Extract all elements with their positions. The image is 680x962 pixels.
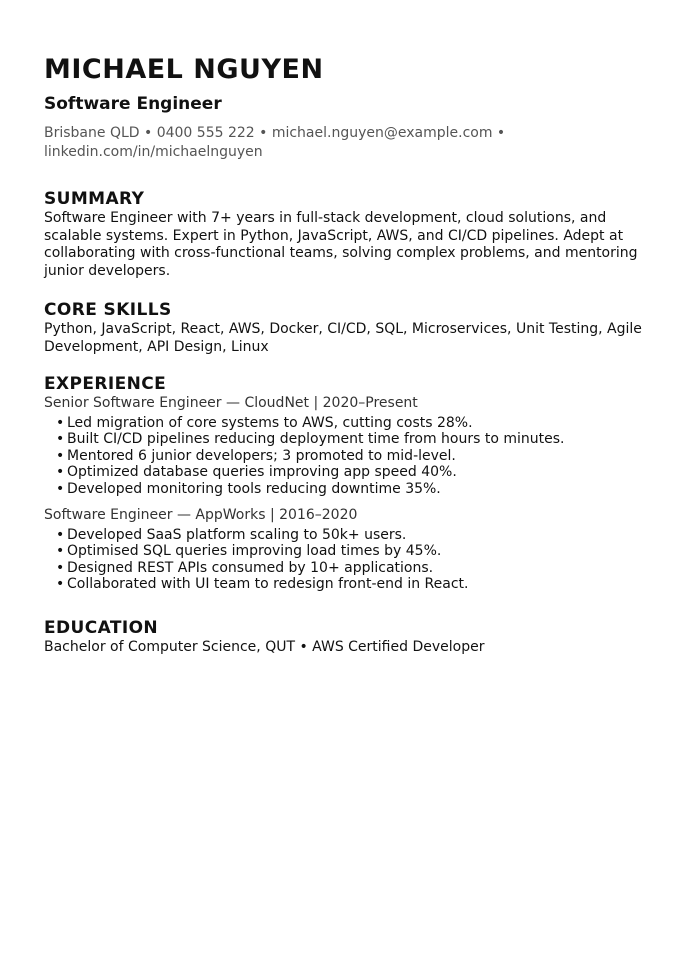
role-title: Senior Software Engineer — CloudNet | 2020–Present <box>44 395 418 411</box>
skills-text: Python, JavaScript, React, AWS, Docker, CI/CD, SQL, Microservices, Unit Testing, Agile Development, API Design, Linux <box>44 321 642 355</box>
summary-text: Software Engineer with 7+ years in full-stack development, cloud solutions, and scalable systems. Expert in Python, JavaScript, AWS, and CI/CD pipelines. Adept at collaborating with cross-functional teams, solving complex problems, and mentoring junior developers. <box>44 210 638 279</box>
bullet-icon: • <box>56 559 65 576</box>
bullet-icon: • <box>56 526 65 543</box>
bullet-item <box>56 527 650 544</box>
job-title: Software Engineer <box>44 94 222 114</box>
role-bullet-list <box>44 527 650 593</box>
bullet-icon: • <box>56 431 65 447</box>
role-bullet-list <box>44 415 650 498</box>
summary-section <box>44 189 650 280</box>
contact-info: Brisbane QLD • 0400 555 222 • michael.nguyen@example.com • linkedin.com/in/michaelnguyen <box>44 125 506 160</box>
education-text: Bachelor of Computer Science, QUT • AWS Certified Developer <box>44 638 485 655</box>
bullet-item <box>56 464 650 481</box>
bullet-icon: • <box>56 464 65 480</box>
bullet-item <box>56 481 650 498</box>
bullet-icon: • <box>56 480 65 497</box>
bullet-text: Developed monitoring tools reducing downtime 35%. <box>67 480 441 497</box>
bullet-text: Optimized database queries improving app speed 40%. <box>67 464 457 480</box>
skills-heading: CORE SKILLS <box>44 300 172 320</box>
bullet-item <box>56 415 650 432</box>
skills-section <box>44 300 650 356</box>
summary-heading: SUMMARY <box>44 189 145 209</box>
bullet-text: Led migration of core systems to AWS, cutting costs 28%. <box>67 414 473 431</box>
bullet-icon: • <box>56 447 65 464</box>
bullet-icon: • <box>56 576 65 592</box>
bullet-text: Developed SaaS platform scaling to 50k+ users. <box>67 526 407 543</box>
role-title: Software Engineer — AppWorks | 2016–2020 <box>44 507 358 523</box>
bullet-text: Mentored 6 junior developers; 3 promoted to mid-level. <box>67 447 456 464</box>
bullet-icon: • <box>56 543 65 559</box>
bullet-item <box>56 560 650 577</box>
candidate-name: MICHAEL NGUYEN <box>44 54 324 85</box>
bullet-item <box>56 448 650 465</box>
experience-heading: EXPERIENCE <box>44 374 167 394</box>
education-heading: EDUCATION <box>44 617 159 638</box>
bullet-item <box>56 576 650 593</box>
bullet-text: Built CI/CD pipelines reducing deployment time from hours to minutes. <box>67 431 565 447</box>
education-section <box>44 618 650 657</box>
experience-section <box>44 374 650 593</box>
bullet-item <box>56 543 650 560</box>
bullet-text: Optimised SQL queries improving load times by 45%. <box>67 543 442 559</box>
bullet-item <box>56 431 650 448</box>
bullet-text: Collaborated with UI team to redesign front-end in React. <box>67 576 469 592</box>
bullet-text: Designed REST APIs consumed by 10+ applications. <box>67 559 434 576</box>
bullet-icon: • <box>56 414 65 431</box>
